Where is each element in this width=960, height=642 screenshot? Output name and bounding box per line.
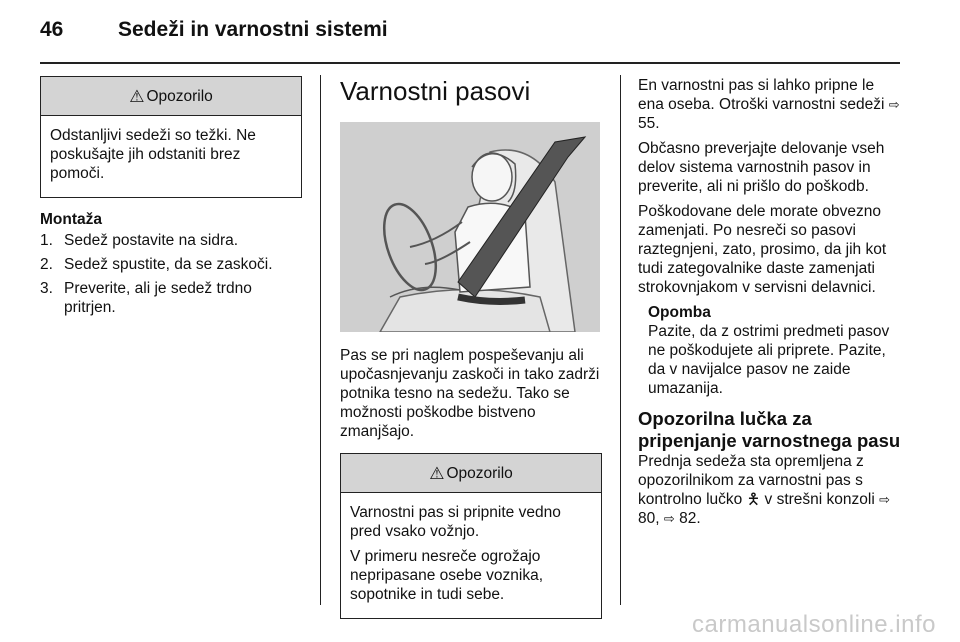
note-title: Opomba bbox=[648, 304, 711, 321]
warning-header bbox=[41, 77, 301, 116]
warning-body bbox=[341, 493, 601, 618]
paragraph-one-person: En varnostni pas si lahko pripne le ena oseba. Otroški varnostni sedeži ⇨ 55. bbox=[638, 77, 900, 132]
paragraph-replace: Poškodovane dele morate obvezno zamenjati. Po nesreči so pasovi raztegnjeni, zato, prosimo, da jih kot tudi zategovalnike daste zamenjati strokovnjakom v servisni delavnici. bbox=[638, 203, 887, 296]
warning-text: V primeru nesreče ogrožajo nepripasane osebe voznika, sopotnike in tudi sebe. bbox=[350, 548, 544, 603]
section-title-assembly: Montaža bbox=[40, 211, 102, 228]
warning-title: Opozorilo bbox=[446, 464, 513, 482]
column-1 bbox=[40, 76, 302, 322]
column-divider-2 bbox=[620, 75, 621, 605]
warning-box-seatbelt bbox=[340, 453, 602, 619]
seatbelt-warning-icon: 🯅 bbox=[746, 491, 761, 508]
warning-text: Odstanljivi sedeži so težki. Ne poskušajte jih odstaniti brez pomoči. bbox=[50, 127, 256, 182]
page-reference-arrow-icon: ⇨ bbox=[663, 511, 675, 526]
list-item: 1. Sedež postavite na sidra. bbox=[40, 232, 239, 249]
page-reference-arrow-icon: ⇨ bbox=[888, 97, 900, 112]
warning-text: Varnostni pas si pripnite vedno pred vsako vožnjo. bbox=[350, 504, 561, 540]
page-number: 46 bbox=[40, 18, 64, 41]
paragraph-warning-light: Prednja sedeža sta opremljena z opozorilnikom za varnostni pas s kontrolno lučko 🯅 v strešni konzoli ⇨ 80, ⇨ 82. bbox=[638, 453, 891, 527]
list-item: 3. Preverite, ali je sedež trdno pritrjen. bbox=[40, 280, 252, 316]
list-item: 2. Sedež spustite, da se zaskoči. bbox=[40, 256, 273, 273]
page-title: Sedeži in varnostni sistemi bbox=[118, 18, 388, 41]
note-text: Pazite, da z ostrimi predmeti pasov ne poškodujete ali priprete. Pazite, da v navijalce pasov ne zaide umazanija. bbox=[648, 323, 890, 397]
warning-body bbox=[41, 116, 301, 197]
section-heading-warning-light: Opozorilna lučka za pripenjanje varnostnega pasu bbox=[638, 408, 901, 451]
driver-seatbelt-drawing bbox=[340, 122, 600, 332]
column-3 bbox=[638, 76, 904, 534]
section-heading-seatbelts: Varnostni pasovi bbox=[340, 76, 531, 106]
header-rule bbox=[40, 62, 900, 64]
note-box bbox=[638, 303, 904, 398]
warning-header bbox=[341, 454, 601, 493]
assembly-steps bbox=[40, 231, 302, 317]
seatbelt-paragraph: Pas se pri naglem pospeševanju ali upočasnjevanju zaskoči in tako zadrži potnika tesno na sedežu. Tako se možnosti poškodbe bistveno zmanjšajo. bbox=[340, 347, 600, 440]
page-reference-arrow-icon: ⇨ bbox=[879, 492, 891, 507]
warning-triangle-icon: ⚠ bbox=[429, 463, 445, 483]
seatbelt-illustration bbox=[340, 122, 600, 332]
warning-box-removable-seats bbox=[40, 76, 302, 198]
warning-title: Opozorilo bbox=[146, 87, 213, 105]
column-2 bbox=[340, 76, 602, 619]
warning-triangle-icon: ⚠ bbox=[129, 86, 145, 106]
column-divider-1 bbox=[320, 75, 321, 605]
watermark-text: carmanualsonline.info bbox=[692, 611, 936, 638]
paragraph-check: Občasno preverjajte delovanje vseh delov sistema varnostnih pasov in preverite, ali ni prišlo do poškodb. bbox=[638, 140, 885, 195]
